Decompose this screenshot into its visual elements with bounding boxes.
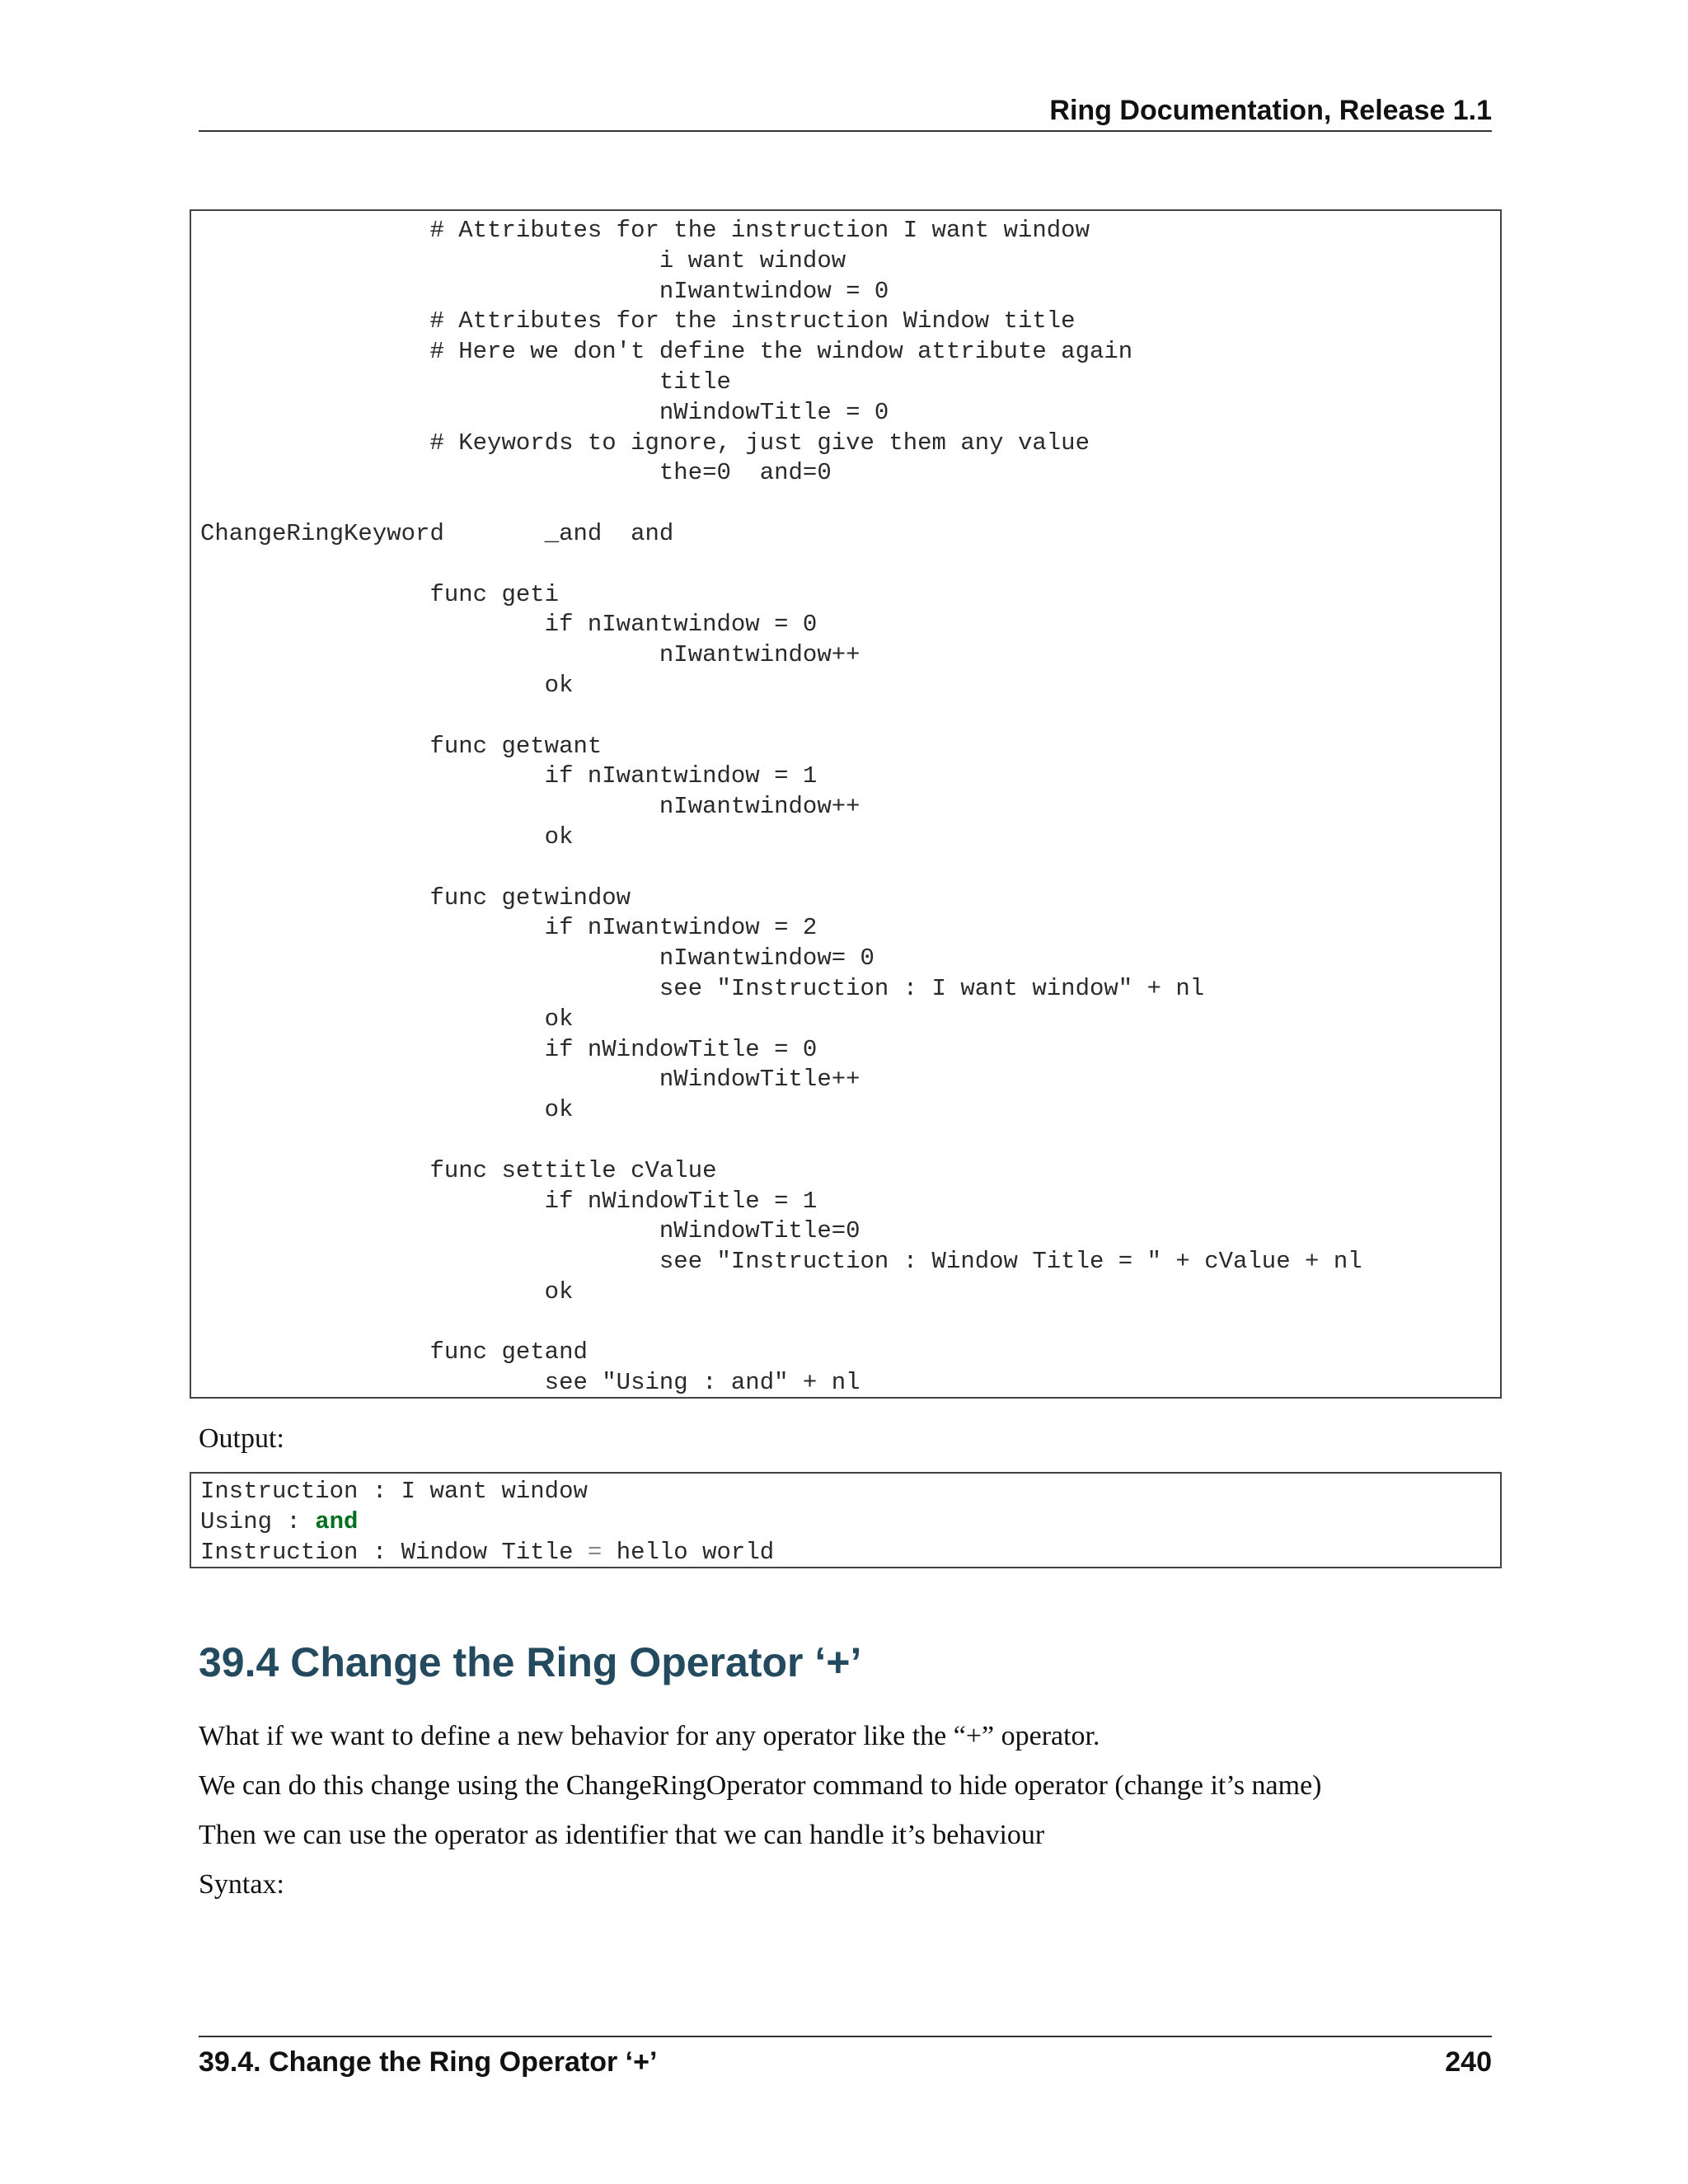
output-line-3-prefix: Instruction : Window Title — [200, 1538, 588, 1566]
code-line: if nWindowTitle = 1 — [200, 1187, 818, 1215]
code-line: func geti — [200, 580, 560, 608]
paragraph-3: Then we can use the operator as identifier that we can handle it’s behaviour — [199, 1820, 1045, 1850]
output-line-2-prefix: Using : — [200, 1507, 316, 1535]
paragraph-syntax: Syntax: — [199, 1869, 284, 1900]
header-title: Ring Documentation, Release 1.1 — [1049, 95, 1492, 126]
code-line: nIwantwindow++ — [200, 793, 860, 821]
code-line: # Here we don't define the window attribute again — [200, 338, 1133, 366]
page-header — [199, 91, 1492, 132]
code-line: if nIwantwindow = 0 — [200, 611, 818, 639]
code-line: nWindowTitle++ — [200, 1066, 860, 1094]
code-line: nIwantwindow= 0 — [200, 944, 874, 972]
output-label: Output: — [199, 1423, 284, 1454]
code-line: func settitle cValue — [200, 1156, 717, 1184]
code-line: nWindowTitle=0 — [200, 1217, 860, 1245]
code-line: func getwindow — [200, 883, 631, 912]
code-listing — [191, 211, 1500, 1399]
code-line: func getand — [200, 1338, 588, 1366]
code-line: # Attributes for the instruction I want window — [200, 217, 1090, 244]
code-line: # Keywords to ignore, just give them any value — [200, 429, 1090, 457]
code-line: if nIwantwindow = 1 — [200, 762, 818, 790]
paragraph-1: What if we want to define a new behavior for any operator like the “+” operator. — [199, 1721, 1100, 1751]
code-line: see "Using : and" + nl — [200, 1369, 860, 1397]
output-line-3-suffix: hello world — [602, 1538, 775, 1566]
code-line: ok — [200, 823, 574, 851]
code-line: ok — [200, 1005, 574, 1033]
code-line: ok — [200, 671, 574, 699]
code-line: ChangeRingKeyword _and and — [200, 519, 674, 547]
output-operator: = — [587, 1538, 603, 1566]
paragraph-2: We can do this change using the ChangeRingOperator command to hide operator (change it’s name) — [199, 1770, 1322, 1801]
output-keyword-and: and — [315, 1507, 359, 1535]
page-footer — [199, 2036, 1492, 2080]
code-line: ok — [200, 1096, 574, 1124]
code-line: if nIwantwindow = 2 — [200, 914, 818, 942]
code-line: i want window — [200, 246, 846, 274]
code-line: see "Instruction : I want window" + nl — [200, 974, 1205, 1002]
code-line: # Attributes for the instruction Window title — [200, 307, 1076, 335]
code-line: nWindowTitle = 0 — [200, 398, 889, 426]
code-line: the=0 and=0 — [200, 459, 832, 487]
code-block-output — [190, 1472, 1502, 1568]
output-listing — [191, 1474, 1500, 1568]
code-line: nIwantwindow = 0 — [200, 277, 889, 305]
output-line-1: Instruction : I want window — [200, 1478, 588, 1505]
code-line: ok — [200, 1277, 574, 1305]
code-line: func getwant — [200, 732, 603, 760]
code-line: nIwantwindow++ — [200, 641, 860, 669]
footer-page-number: 240 — [1445, 2046, 1492, 2078]
code-line: see "Instruction : Window Title = " + cValue + nl — [200, 1248, 1362, 1276]
footer-section: 39.4. Change the Ring Operator ‘+’ — [199, 2046, 658, 2078]
code-line: title — [200, 368, 731, 396]
code-line: if nWindowTitle = 0 — [200, 1035, 818, 1063]
code-block-main — [190, 209, 1502, 1399]
section-title: 39.4 Change the Ring Operator ‘+’ — [199, 1639, 862, 1685]
